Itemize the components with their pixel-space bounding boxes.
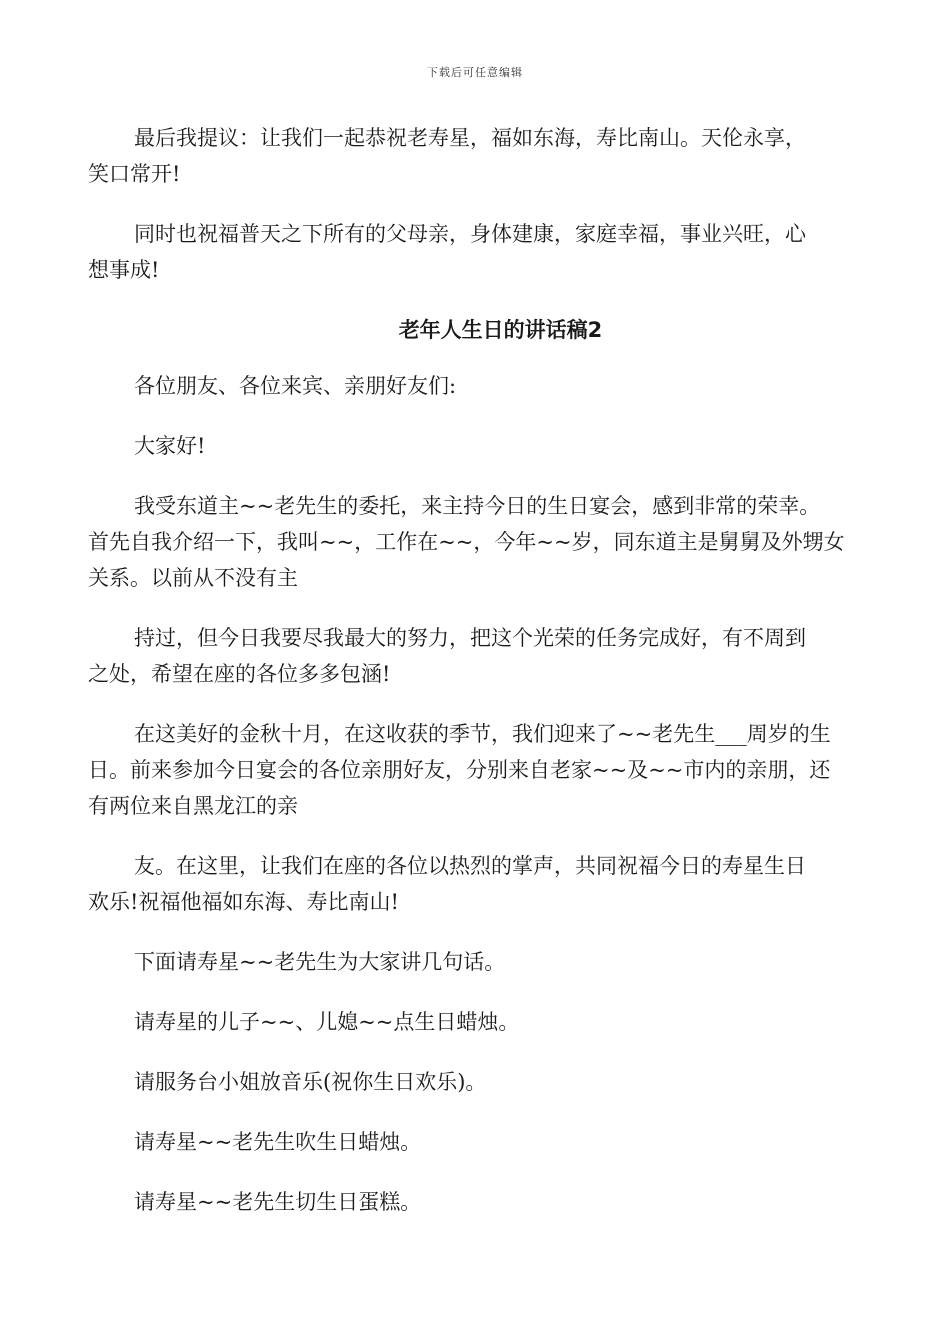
paragraph-greeting-guests: 各位朋友、各位来宾、亲朋好友们: [134, 374, 457, 398]
paragraph-light-candles: 请寿星的儿子~~、儿媳~~点生日蜡烛。 [134, 1010, 520, 1034]
paragraph-autumn-celebration: 在这美好的金秋十月，在这收获的季节，我们迎来了~~老先生___周岁的生 日。前来参加今日宴会的各位亲朋好友，分别来自老家~~及~~市内的亲朋，还 有两位来自黑龙江的亲 [88, 722, 831, 818]
paragraph-speech-invite: 下面请寿星~~老先生为大家讲几句话。 [134, 950, 506, 974]
paragraph-applause: 友。在这里，让我们在座的各位以热烈的掌声，共同祝福今日的寿星生日 欢乐!祝福他福如东海、寿比南山! [88, 854, 806, 914]
paragraph-introduction: 我受东道主~~老先生的委托，来主持今日的生日宴会，感到非常的荣幸。 首先自我介绍一下，我叫~~，工作在~~，今年~~岁，同东道主是舅舅及外甥女 关系。以前从不没有主 [88, 494, 845, 590]
section-heading: 老年人生日的讲话稿2 [398, 318, 603, 342]
paragraph-cut-cake: 请寿星~~老先生切生日蛋糕。 [134, 1190, 422, 1214]
paragraph-blessing-parents: 同时也祝福普天之下所有的父母亲，身体建康，家庭幸福，事业兴旺，心 想事成! [88, 222, 806, 282]
paragraph-closing-toast: 最后我提议：让我们一起恭祝老寿星，福如东海，寿比南山。天伦永享， 笑口常开! [88, 126, 806, 186]
page-header-note: 下载后可任意编辑 [427, 66, 523, 79]
paragraph-blow-candles: 请寿星~~老先生吹生日蜡烛。 [134, 1130, 422, 1154]
paragraph-play-music: 请服务台小姐放音乐(祝你生日欢乐)。 [134, 1070, 487, 1094]
paragraph-hosting-promise: 持过，但今日我要尽我最大的努力，把这个光荣的任务完成好，有不周到 之处，希望在座的各位多多包涵! [88, 626, 806, 686]
paragraph-hello: 大家好! [134, 434, 206, 458]
document-body [88, 120, 863, 1244]
